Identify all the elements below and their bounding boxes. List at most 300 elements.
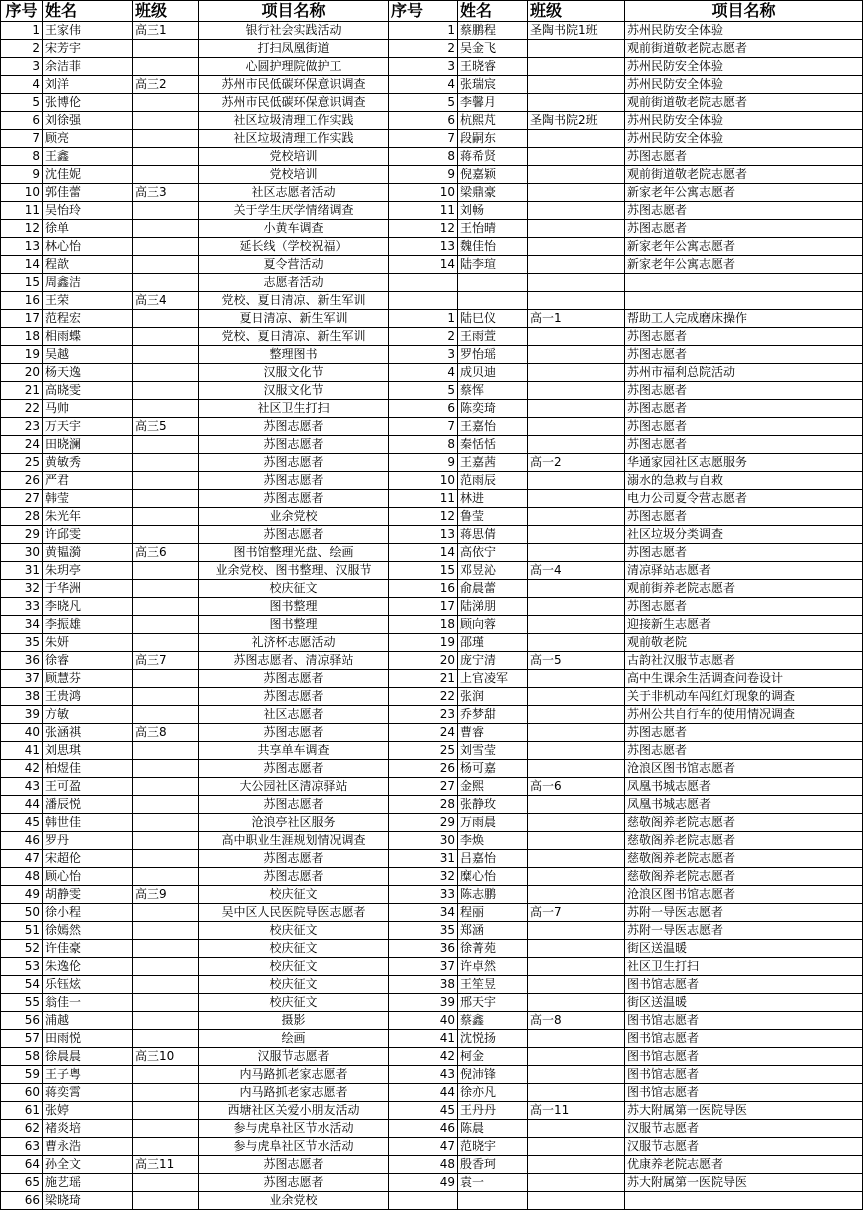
cell-seq: 26: [1, 472, 43, 490]
cell-project-2: 汉服节志愿者: [625, 1120, 863, 1138]
cell-project-2: 苏州市福利总院活动: [625, 364, 863, 382]
cell-class: [133, 616, 199, 634]
cell-class-2: [528, 544, 625, 562]
cell-name: 杨天逸: [43, 364, 133, 382]
cell-seq-2: [389, 1192, 458, 1210]
cell-name: 乐钰炫: [43, 976, 133, 994]
cell-project: 苏图志愿者: [199, 868, 389, 886]
cell-project-2: 图书馆志愿者: [625, 976, 863, 994]
cell-class-2: [528, 598, 625, 616]
cell-project-2: [625, 274, 863, 292]
cell-seq: 55: [1, 994, 43, 1012]
cell-name: 沈佳妮: [43, 166, 133, 184]
cell-name: 顾慧芬: [43, 670, 133, 688]
table-row: [1, 274, 863, 292]
cell-seq: 25: [1, 454, 43, 472]
cell-class: [133, 490, 199, 508]
cell-class: [133, 220, 199, 238]
cell-project-2: 凤凰书城志愿者: [625, 778, 863, 796]
header-project: 项目名称: [199, 1, 389, 22]
cell-project: 苏州市民低碳环保意识调查: [199, 94, 389, 112]
cell-project: 校庆征文: [199, 886, 389, 904]
cell-class: [133, 310, 199, 328]
cell-seq-2: 12: [389, 508, 458, 526]
cell-project: 整理图书: [199, 346, 389, 364]
cell-project: 沧浪亭社区服务: [199, 814, 389, 832]
cell-seq: 59: [1, 1066, 43, 1084]
table-row: [1, 616, 863, 634]
table-row: [1, 220, 863, 238]
cell-class-2: [528, 364, 625, 382]
cell-class-2: [528, 1084, 625, 1102]
cell-name-2: 张静玫: [458, 796, 528, 814]
cell-project: 业余党校、图书整理、汉服节: [199, 562, 389, 580]
cell-seq: 27: [1, 490, 43, 508]
cell-seq-2: 27: [389, 778, 458, 796]
cell-name-2: 袁一: [458, 1174, 528, 1192]
cell-seq-2: 12: [389, 220, 458, 238]
cell-class: [133, 508, 199, 526]
cell-class-2: [528, 526, 625, 544]
cell-project-2: 电力公司夏令营志愿者: [625, 490, 863, 508]
cell-project-2: 苏图志愿者: [625, 598, 863, 616]
cell-seq-2: 30: [389, 832, 458, 850]
cell-class: [133, 382, 199, 400]
cell-seq-2: 9: [389, 454, 458, 472]
cell-name-2: [458, 292, 528, 310]
cell-class: [133, 202, 199, 220]
cell-project-2: 清凉驿站志愿者: [625, 562, 863, 580]
cell-name-2: 张润: [458, 688, 528, 706]
cell-class-2: [528, 994, 625, 1012]
cell-seq: 24: [1, 436, 43, 454]
cell-seq: 14: [1, 256, 43, 274]
cell-class-2: [528, 76, 625, 94]
cell-name: 余洁菲: [43, 58, 133, 76]
cell-name: 许佳豪: [43, 940, 133, 958]
cell-project-2: 凤凰书城志愿者: [625, 796, 863, 814]
cell-seq-2: 10: [389, 472, 458, 490]
cell-seq: 54: [1, 976, 43, 994]
cell-class: [133, 1012, 199, 1030]
cell-name: 韩世佳: [43, 814, 133, 832]
cell-seq-2: 31: [389, 850, 458, 868]
cell-project: 苏图志愿者、清凉驿站: [199, 652, 389, 670]
cell-project-2: 社区垃圾分类调查: [625, 526, 863, 544]
cell-class: [133, 670, 199, 688]
cell-project: 夏令营活动: [199, 256, 389, 274]
cell-seq-2: 9: [389, 166, 458, 184]
cell-class-2: 高一11: [528, 1102, 625, 1120]
cell-class-2: [528, 724, 625, 742]
table-row: [1, 328, 863, 346]
cell-project-2: 沧浪区图书馆志愿者: [625, 760, 863, 778]
cell-class-2: [528, 436, 625, 454]
cell-seq-2: 2: [389, 40, 458, 58]
cell-name-2: 魏佳怡: [458, 238, 528, 256]
cell-seq-2: 1: [389, 310, 458, 328]
cell-name: 朱妍: [43, 634, 133, 652]
cell-seq-2: 10: [389, 184, 458, 202]
cell-project-2: 帮助工人完成磨床操作: [625, 310, 863, 328]
cell-project: 苏州市民低碳环保意识调查: [199, 76, 389, 94]
cell-name: 朱玥亭: [43, 562, 133, 580]
cell-name-2: 陈晨: [458, 1120, 528, 1138]
cell-seq: 40: [1, 724, 43, 742]
cell-class-2: [528, 634, 625, 652]
cell-seq: 46: [1, 832, 43, 850]
cell-name-2: [458, 274, 528, 292]
cell-project: 社区卫生打扫: [199, 400, 389, 418]
cell-name: 徐嫣然: [43, 922, 133, 940]
cell-project-2: 苏州民防安全体验: [625, 22, 863, 40]
cell-name-2: 范晓宇: [458, 1138, 528, 1156]
cell-project: 苏图志愿者: [199, 796, 389, 814]
cell-name-2: 鲁莹: [458, 508, 528, 526]
cell-seq: 3: [1, 58, 43, 76]
cell-seq: 7: [1, 130, 43, 148]
cell-project-2: 图书馆志愿者: [625, 1030, 863, 1048]
cell-class: 高三1: [133, 22, 199, 40]
cell-project-2: 新家老年公寓志愿者: [625, 256, 863, 274]
cell-name: 马帅: [43, 400, 133, 418]
table-row: [1, 598, 863, 616]
cell-project: 汉服文化节: [199, 382, 389, 400]
cell-name-2: 刘雪莹: [458, 742, 528, 760]
cell-seq: 5: [1, 94, 43, 112]
cell-class: 高三2: [133, 76, 199, 94]
cell-class-2: [528, 1066, 625, 1084]
cell-name-2: 邢天宇: [458, 994, 528, 1012]
cell-project: 汉服文化节: [199, 364, 389, 382]
cell-seq: 16: [1, 292, 43, 310]
cell-name: 褚炎培: [43, 1120, 133, 1138]
cell-seq-2: 5: [389, 382, 458, 400]
cell-name-2: [458, 1192, 528, 1210]
cell-class: [133, 238, 199, 256]
cell-project: 党校、夏日清凉、新生军训: [199, 328, 389, 346]
cell-name-2: 范雨辰: [458, 472, 528, 490]
cell-class-2: [528, 202, 625, 220]
cell-seq: 22: [1, 400, 43, 418]
table-row: [1, 418, 863, 436]
cell-class-2: [528, 688, 625, 706]
cell-project-2: 苏附一导医志愿者: [625, 904, 863, 922]
cell-seq: 34: [1, 616, 43, 634]
cell-name-2: 吴金飞: [458, 40, 528, 58]
cell-project: 小黄车调查: [199, 220, 389, 238]
cell-project: 图书馆整理光盘、绘画: [199, 544, 389, 562]
cell-class: [133, 400, 199, 418]
cell-class: 高三7: [133, 652, 199, 670]
cell-name-2: 曹睿: [458, 724, 528, 742]
table-row: [1, 1174, 863, 1192]
cell-seq-2: 24: [389, 724, 458, 742]
cell-name-2: 高依宁: [458, 544, 528, 562]
cell-name-2: 王雨萱: [458, 328, 528, 346]
cell-project: 关于学生厌学情绪调查: [199, 202, 389, 220]
cell-name-2: 李焕: [458, 832, 528, 850]
cell-name: 朱光年: [43, 508, 133, 526]
cell-name-2: 倪嘉颖: [458, 166, 528, 184]
cell-seq-2: 13: [389, 238, 458, 256]
cell-name: 蒋奕霄: [43, 1084, 133, 1102]
table-row: [1, 940, 863, 958]
cell-project-2: 苏图志愿者: [625, 418, 863, 436]
cell-class-2: [528, 184, 625, 202]
cell-name: 李晓凡: [43, 598, 133, 616]
cell-name: 梁晓琦: [43, 1192, 133, 1210]
cell-seq-2: 49: [389, 1174, 458, 1192]
cell-name: 周鑫洁: [43, 274, 133, 292]
cell-class-2: [528, 1192, 625, 1210]
table-row: [1, 526, 863, 544]
table-row: [1, 832, 863, 850]
table-row: [1, 1102, 863, 1120]
cell-class-2: 圣陶书院2班: [528, 112, 625, 130]
cell-seq: 32: [1, 580, 43, 598]
cell-name: 严君: [43, 472, 133, 490]
table-row: [1, 544, 863, 562]
cell-name: 相雨蝶: [43, 328, 133, 346]
cell-name: 李振雄: [43, 616, 133, 634]
cell-class-2: 高一2: [528, 454, 625, 472]
cell-seq: 50: [1, 904, 43, 922]
cell-class-2: [528, 940, 625, 958]
cell-class-2: [528, 382, 625, 400]
cell-project: 共享单车调查: [199, 742, 389, 760]
cell-name-2: 殷香珂: [458, 1156, 528, 1174]
cell-class: [133, 976, 199, 994]
cell-project-2: 苏图志愿者: [625, 328, 863, 346]
cell-project-2: 苏图志愿者: [625, 382, 863, 400]
cell-seq: 43: [1, 778, 43, 796]
cell-class: [133, 148, 199, 166]
cell-class: [133, 58, 199, 76]
cell-class-2: [528, 238, 625, 256]
cell-project-2: 苏图志愿者: [625, 148, 863, 166]
cell-class: 高三3: [133, 184, 199, 202]
cell-seq: 2: [1, 40, 43, 58]
cell-class-2: [528, 40, 625, 58]
cell-name: 顾亮: [43, 130, 133, 148]
cell-seq-2: 21: [389, 670, 458, 688]
cell-project: 大公园社区清凉驿站: [199, 778, 389, 796]
table-row: [1, 454, 863, 472]
cell-seq-2: 8: [389, 148, 458, 166]
header-project-2: 项目名称: [625, 1, 863, 22]
cell-name: 黄敏秀: [43, 454, 133, 472]
cell-seq: 57: [1, 1030, 43, 1048]
cell-name: 王可盈: [43, 778, 133, 796]
cell-class-2: 高一7: [528, 904, 625, 922]
cell-seq: 8: [1, 148, 43, 166]
cell-name: 潘辰悦: [43, 796, 133, 814]
cell-seq-2: 13: [389, 526, 458, 544]
table-row: [1, 490, 863, 508]
cell-seq: 11: [1, 202, 43, 220]
cell-seq-2: 44: [389, 1084, 458, 1102]
cell-seq: 21: [1, 382, 43, 400]
cell-class-2: 高一4: [528, 562, 625, 580]
cell-project-2: 苏大附属第一医院导医: [625, 1102, 863, 1120]
cell-seq-2: 39: [389, 994, 458, 1012]
cell-class: [133, 166, 199, 184]
cell-seq: 63: [1, 1138, 43, 1156]
cell-project-2: 观前街道敬老院志愿者: [625, 40, 863, 58]
cell-class-2: 圣陶书院1班: [528, 22, 625, 40]
table-row: [1, 886, 863, 904]
cell-name-2: 庞宁清: [458, 652, 528, 670]
cell-seq-2: 18: [389, 616, 458, 634]
cell-seq: 1: [1, 22, 43, 40]
cell-seq: 6: [1, 112, 43, 130]
cell-seq-2: 43: [389, 1066, 458, 1084]
cell-seq-2: 19: [389, 634, 458, 652]
cell-seq-2: 2: [389, 328, 458, 346]
cell-name-2: 邵瑾: [458, 634, 528, 652]
header-name-2: 姓名: [458, 1, 528, 22]
cell-class-2: [528, 274, 625, 292]
cell-seq: 35: [1, 634, 43, 652]
cell-seq: 15: [1, 274, 43, 292]
cell-class-2: [528, 328, 625, 346]
cell-class-2: [528, 1048, 625, 1066]
cell-name: 孙全文: [43, 1156, 133, 1174]
cell-project: 校庆征文: [199, 922, 389, 940]
cell-project-2: 苏州民防安全体验: [625, 76, 863, 94]
cell-class: [133, 1120, 199, 1138]
cell-name: 于华洲: [43, 580, 133, 598]
cell-name-2: 刘畅: [458, 202, 528, 220]
cell-project-2: 苏图志愿者: [625, 400, 863, 418]
cell-seq-2: 20: [389, 652, 458, 670]
table-row: [1, 958, 863, 976]
cell-class: [133, 274, 199, 292]
cell-class-2: 高一5: [528, 652, 625, 670]
cell-seq: 64: [1, 1156, 43, 1174]
cell-class-2: [528, 1138, 625, 1156]
cell-class-2: [528, 760, 625, 778]
table-row: [1, 868, 863, 886]
cell-class: 高三4: [133, 292, 199, 310]
cell-project: 礼济杯志愿活动: [199, 634, 389, 652]
cell-name-2: 上官凌军: [458, 670, 528, 688]
table-row: [1, 670, 863, 688]
cell-name: 顾心怡: [43, 868, 133, 886]
cell-class: [133, 778, 199, 796]
cell-project-2: 图书馆志愿者: [625, 1066, 863, 1084]
cell-seq-2: 40: [389, 1012, 458, 1030]
cell-class: [133, 868, 199, 886]
table-row: [1, 256, 863, 274]
cell-class: [133, 706, 199, 724]
cell-seq: 29: [1, 526, 43, 544]
cell-class-2: 高一8: [528, 1012, 625, 1030]
cell-seq-2: 11: [389, 202, 458, 220]
cell-seq-2: 34: [389, 904, 458, 922]
cell-class: 高三10: [133, 1048, 199, 1066]
cell-seq: 61: [1, 1102, 43, 1120]
cell-class: [133, 256, 199, 274]
cell-name-2: 林进: [458, 490, 528, 508]
cell-project: 内马路抓老家志愿者: [199, 1066, 389, 1084]
table-row: [1, 1138, 863, 1156]
cell-class: 高三9: [133, 886, 199, 904]
cell-seq: 62: [1, 1120, 43, 1138]
table-row: [1, 364, 863, 382]
table-row: [1, 292, 863, 310]
cell-name: 王鑫: [43, 148, 133, 166]
cell-seq: 4: [1, 76, 43, 94]
table-row: [1, 562, 863, 580]
cell-seq: 44: [1, 796, 43, 814]
cell-project: 苏图志愿者: [199, 850, 389, 868]
cell-name: 张博伦: [43, 94, 133, 112]
cell-project-2: 苏图志愿者: [625, 508, 863, 526]
cell-project-2: 汉服节志愿者: [625, 1138, 863, 1156]
cell-seq: 66: [1, 1192, 43, 1210]
cell-project-2: 苏图志愿者: [625, 742, 863, 760]
cell-seq: 48: [1, 868, 43, 886]
cell-seq: 58: [1, 1048, 43, 1066]
cell-project-2: 苏附一导医志愿者: [625, 922, 863, 940]
cell-class-2: [528, 1120, 625, 1138]
cell-class-2: [528, 868, 625, 886]
cell-name-2: 王丹丹: [458, 1102, 528, 1120]
cell-project-2: 图书馆志愿者: [625, 1048, 863, 1066]
cell-class-2: [528, 130, 625, 148]
cell-name: 张婷: [43, 1102, 133, 1120]
cell-class-2: [528, 346, 625, 364]
cell-project: 业余党校: [199, 508, 389, 526]
table-row: [1, 850, 863, 868]
cell-project-2: 溺水的急救与自救: [625, 472, 863, 490]
cell-class-2: [528, 472, 625, 490]
table-row: [1, 580, 863, 598]
cell-name: 王荣: [43, 292, 133, 310]
cell-name-2: 蔡鹏程: [458, 22, 528, 40]
table-row: [1, 238, 863, 256]
cell-project-2: 街区送温暖: [625, 940, 863, 958]
cell-name: 曹永浩: [43, 1138, 133, 1156]
cell-seq-2: 37: [389, 958, 458, 976]
cell-name: 韩莹: [43, 490, 133, 508]
cell-name: 林心怡: [43, 238, 133, 256]
cell-seq: 65: [1, 1174, 43, 1192]
cell-project-2: 慈敬阁养老院志愿者: [625, 832, 863, 850]
cell-seq: 49: [1, 886, 43, 904]
cell-name-2: 王怡晴: [458, 220, 528, 238]
cell-seq-2: 47: [389, 1138, 458, 1156]
cell-name: 柏煜佳: [43, 760, 133, 778]
table-row: [1, 814, 863, 832]
cell-project: 苏图志愿者: [199, 490, 389, 508]
cell-project: 参与虎阜社区节水活动: [199, 1138, 389, 1156]
table-row: [1, 166, 863, 184]
table-row: [1, 1066, 863, 1084]
cell-project: 党校培训: [199, 166, 389, 184]
cell-name: 刘思琪: [43, 742, 133, 760]
cell-name: 刘洋: [43, 76, 133, 94]
cell-seq-2: 16: [389, 580, 458, 598]
cell-seq-2: 17: [389, 598, 458, 616]
cell-project: 苏图志愿者: [199, 760, 389, 778]
cell-name: 万天宇: [43, 418, 133, 436]
cell-name: 王贵鸿: [43, 688, 133, 706]
cell-project-2: 新家老年公寓志愿者: [625, 238, 863, 256]
cell-seq: 19: [1, 346, 43, 364]
